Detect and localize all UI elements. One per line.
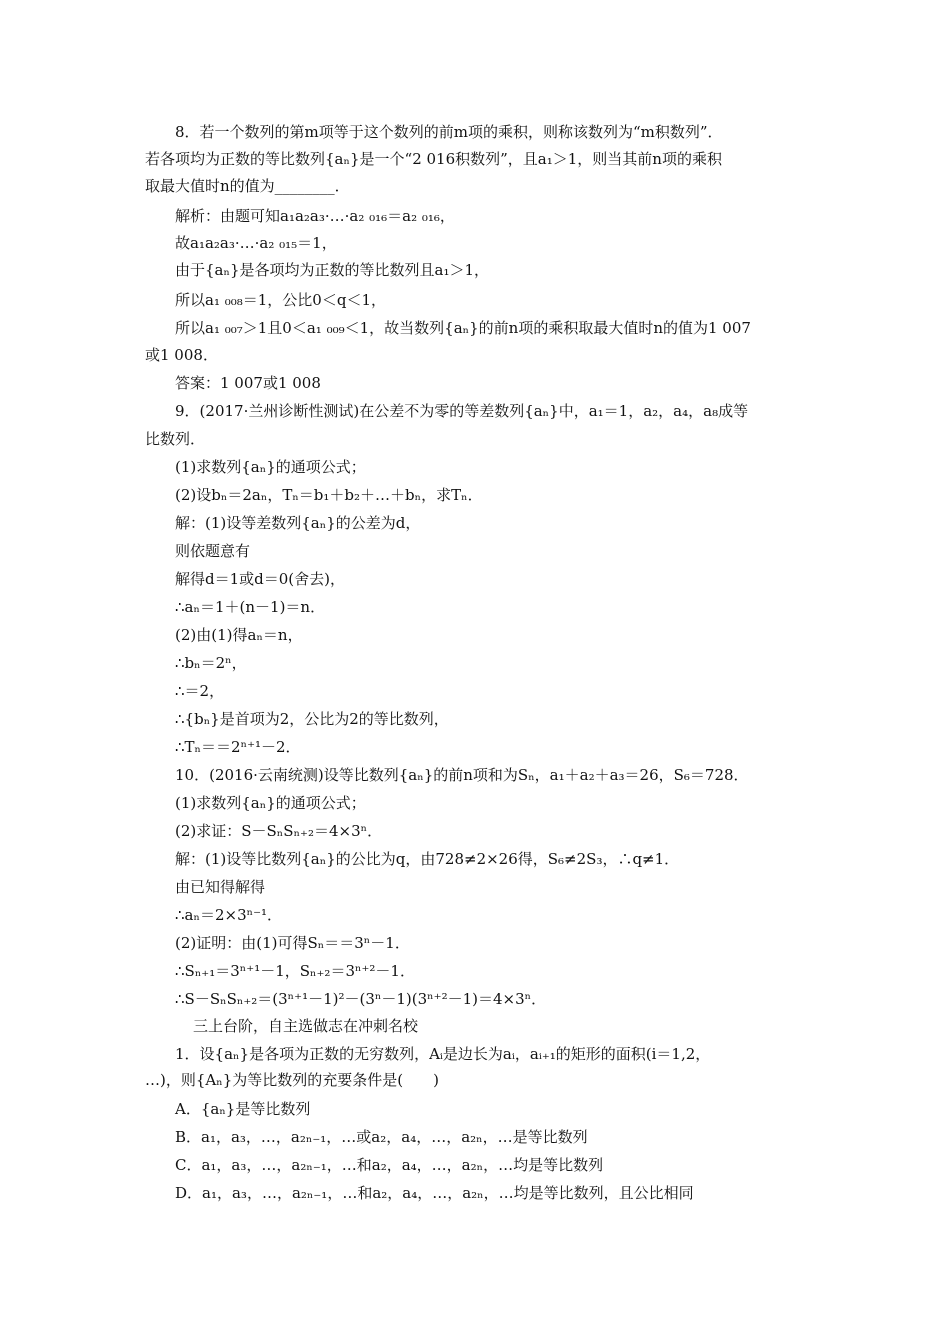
solution-text: ∴{bₙ}是首项为2，公比为2的等比数列，: [175, 710, 449, 728]
solution-text: 解得d＝1或d＝0(舍去)，: [175, 570, 345, 588]
solution-text: 故a₁a₂a₃·…·a₂ ₀₁₅＝1，: [175, 234, 337, 252]
problem-9-part: (1)求数列{aₙ}的通项公式；: [175, 458, 366, 476]
solution-text: ∴aₙ＝1＋(n－1)＝n．: [175, 598, 326, 616]
option-a: A．{aₙ}是等比数列: [175, 1100, 311, 1118]
solution-text: ∴Sₙ₊₁＝3ⁿ⁺¹－1，Sₙ₊₂＝3ⁿ⁺²－1．: [175, 962, 415, 980]
solution-text: 解析：由题可知a₁a₂a₃·…·a₂ ₀₁₆＝a₂ ₀₁₆，: [175, 207, 455, 225]
option-d: D．a₁，a₃，…，a₂ₙ₋₁，…和a₂，a₄，…，a₂ₙ，…均是等比数列，且公比相同: [175, 1184, 694, 1202]
section-heading: 三上台阶，自主选做志在冲刺名校: [193, 1017, 419, 1035]
solution-text: 则依题意有: [175, 542, 251, 560]
solution-text: ∴bₙ＝2ⁿ，: [175, 654, 247, 672]
problem-8-text: 取最大值时n的值为________．: [145, 177, 350, 195]
solution-text: (2)证明：由(1)可得Sₙ＝＝3ⁿ－1．: [175, 934, 410, 952]
solution-text: 或1 008．: [145, 346, 218, 364]
solution-text: 所以a₁ ₀₀₇＞1且0＜a₁ ₀₀₉＜1，故当数列{aₙ}的前n项的乘积取最大值时n的值为1 007: [175, 319, 751, 337]
problem-9-text: 比数列．: [145, 430, 206, 448]
solution-text: (2)由(1)得aₙ＝n，: [175, 626, 303, 644]
option-c: C．a₁，a₃，…，a₂ₙ₋₁，…和a₂，a₄，…，a₂ₙ，…均是等比数列: [175, 1156, 604, 1174]
solution-text: 解：(1)设等比数列{aₙ}的公比为q，由728≠2×26得，S₆≠2S₃，∴q≠1．: [175, 850, 680, 868]
problem-1-text: 1．设{aₙ}是各项为正数的无穷数列，Aᵢ是边长为aᵢ，aᵢ₊₁的矩形的面积(i＝1,2，: [175, 1045, 711, 1063]
solution-text: ∴Tₙ＝＝2ⁿ⁺¹－2．: [175, 738, 301, 756]
problem-8-text: 若各项均为正数的等比数列{aₙ}是一个“2 016积数列”，且a₁＞1，则当其前n项的乘积: [145, 150, 722, 168]
solution-text: 所以a₁ ₀₀₈＝1，公比0＜q＜1，: [175, 291, 386, 309]
solution-text: ∴aₙ＝2×3ⁿ⁻¹．: [175, 906, 283, 924]
solution-text: ∴S－SₙSₙ₊₂＝(3ⁿ⁺¹－1)²－(3ⁿ－1)(3ⁿ⁺²－1)＝4×3ⁿ．: [175, 990, 547, 1008]
problem-9-text: 9．(2017·兰州诊断性测试)在公差不为零的等差数列{aₙ}中，a₁＝1，a₂，a₄，a₈成等: [175, 402, 749, 420]
solution-text: 由于{aₙ}是各项均为正数的等比数列且a₁＞1，: [175, 261, 490, 279]
problem-10-part: (2)求证：S－SₙSₙ₊₂＝4×3ⁿ．: [175, 822, 383, 840]
answer-text: 答案：1 007或1 008: [175, 374, 321, 392]
solution-text: 由已知得解得: [175, 878, 266, 896]
problem-10-part: (1)求数列{aₙ}的通项公式；: [175, 794, 366, 812]
problem-8-text: 8．若一个数列的第m项等于这个数列的前m项的乘积，则称该数列为“m积数列”．: [175, 123, 723, 141]
solution-text: ∴＝2，: [175, 682, 225, 700]
problem-9-part: (2)设bₙ＝2aₙ，Tₙ＝b₁＋b₂＋…＋bₙ，求Tₙ．: [175, 486, 483, 504]
option-b: B．a₁，a₃，…，a₂ₙ₋₁，…或a₂，a₄，…，a₂ₙ，…是等比数列: [175, 1128, 588, 1146]
solution-text: 解：(1)设等差数列{aₙ}的公差为d，: [175, 514, 421, 532]
problem-10-text: 10．(2016·云南统测)设等比数列{aₙ}的前n项和为Sₙ，a₁＋a₂＋a₃＝26，S₆＝728．: [175, 766, 749, 784]
problem-1-text: …)，则{Aₙ}为等比数列的充要条件是( ): [145, 1071, 439, 1089]
